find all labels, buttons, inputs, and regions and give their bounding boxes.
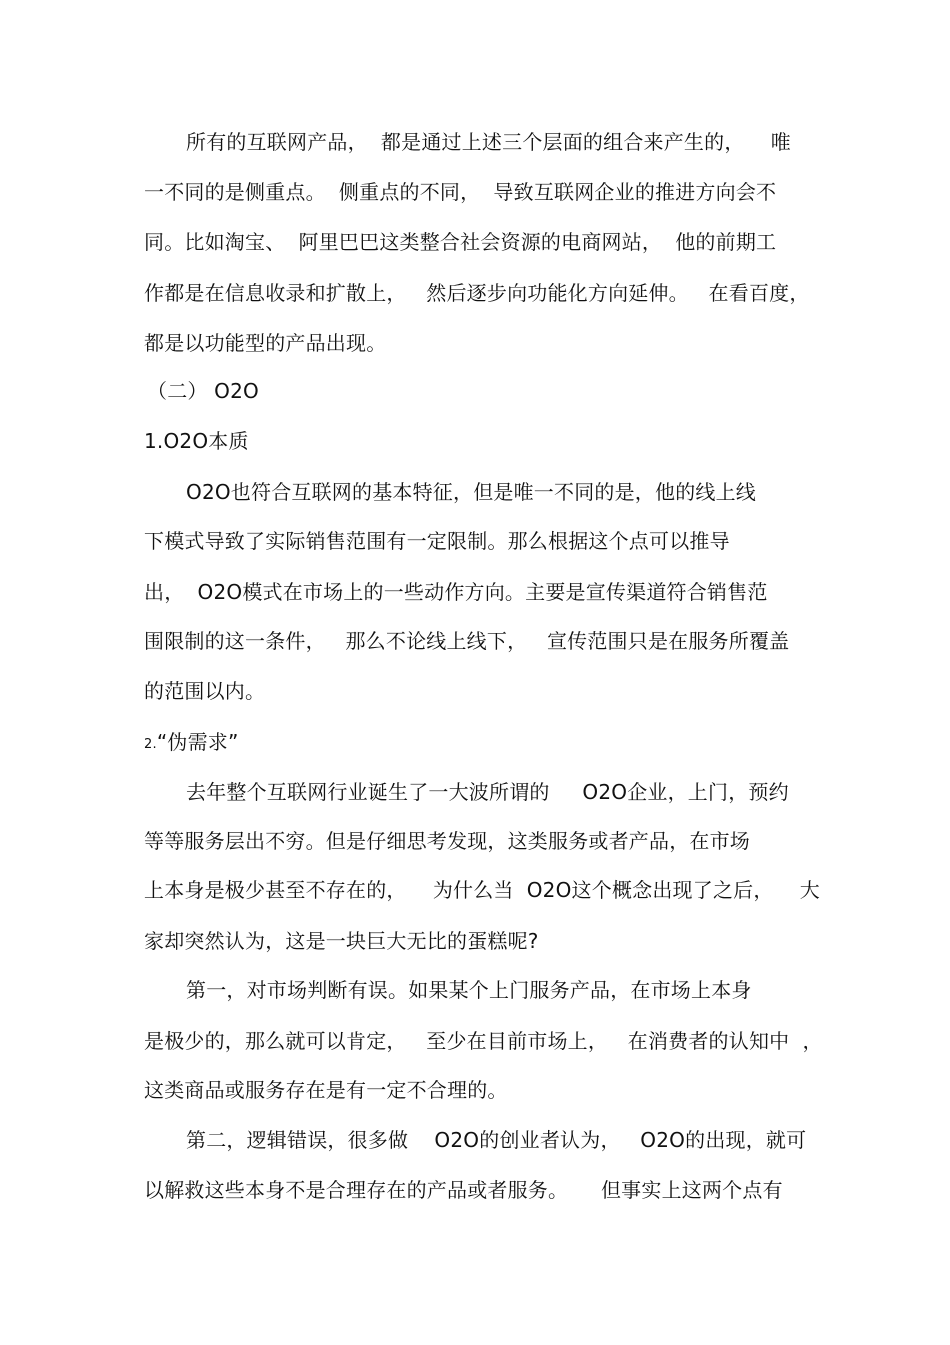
paragraph-line: 家却突然认为，这是一块巨大无比的蛋糕呢? <box>144 929 539 953</box>
item-title: “伪需求” <box>156 730 239 754</box>
paragraph-line: 同。比如淘宝、 阿里巴巴这类整合社会资源的电商网站， 他的前期工 <box>144 230 777 254</box>
paragraph-line: 所有的互联网产品， 都是通过上述三个层面的组合来产生的， 唯 <box>186 130 791 154</box>
paragraph-line: 下模式导致了实际销售范围有一定限制。那么根据这个点可以推导 <box>144 529 730 553</box>
paragraph-line: 这类商品或服务存在是有一定不合理的。 <box>144 1078 508 1102</box>
paragraph-line: 一不同的是侧重点。 侧重点的不同， 导致互联网企业的推进方向会不 <box>144 180 777 204</box>
paragraph-line: 的范围以内。 <box>144 679 266 703</box>
section-heading: （二） O2O <box>147 379 259 403</box>
paragraph-line: 都是以功能型的产品出现。 <box>144 331 387 355</box>
paragraph-line: 等等服务层出不穷。但是仔细思考发现，这类服务或者产品，在市场 <box>144 829 750 853</box>
paragraph-line: 围限制的这一条件， 那么不论线上线下， 宣传范围只是在服务所覆盖 <box>144 629 790 653</box>
paragraph-line: 以解救这些本身不是合理存在的产品或者服务。 但事实上这两个点有 <box>144 1178 783 1202</box>
item-number: 2. <box>144 737 157 752</box>
paragraph-line: 上本身是极少甚至不存在的， 为什么当 O2O这个概念出现了之后， 大 <box>144 878 820 902</box>
paragraph-line: 第一，对市场判断有误。如果某个上门服务产品，在市场上本身 <box>186 978 752 1002</box>
paragraph-line: 第二，逻辑错误，很多做 O2O的创业者认为， O2O的出现，就可 <box>186 1128 807 1152</box>
paragraph-line: 出， O2O模式在市场上的一些动作方向。主要是宣传渠道符合销售范 <box>144 580 768 604</box>
subsection-heading: 1.O2O本质 <box>144 429 249 453</box>
paragraph-line: 作都是在信息收录和扩散上， 然后逐步向功能化方向延伸。 在看百度， <box>144 281 810 305</box>
paragraph-line: 去年整个互联网行业诞生了一大波所谓的 O2O企业，上门，预约 <box>186 780 789 804</box>
paragraph-line: 是极少的，那么就可以肯定， 至少在目前市场上， 在消费者的认知中 ， <box>144 1029 823 1053</box>
paragraph-line: O2O也符合互联网的基本特征，但是唯一不同的是，他的线上线 <box>186 480 757 504</box>
subsection-heading <box>144 729 239 758</box>
